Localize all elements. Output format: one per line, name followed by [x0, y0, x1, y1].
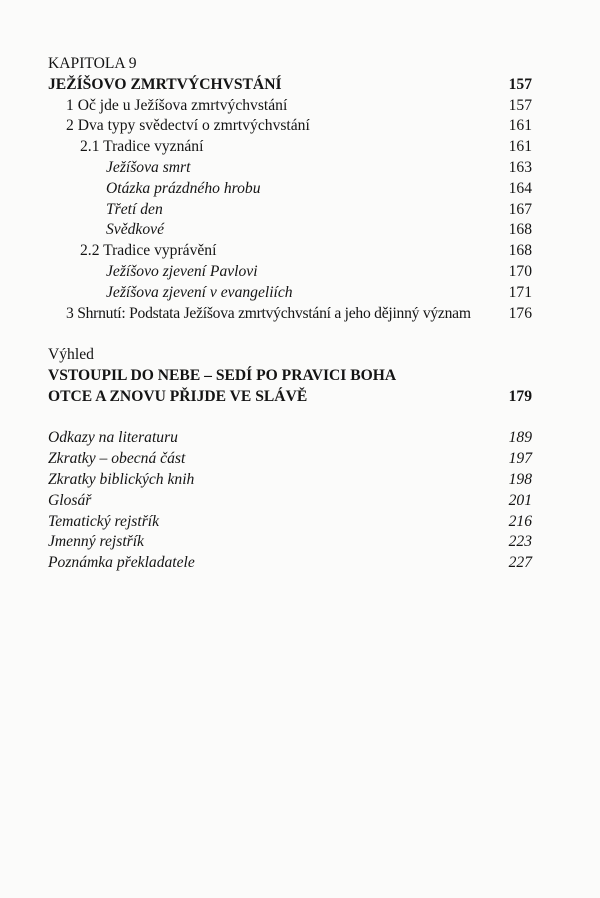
chapter-label: KAPITOLA 9	[48, 55, 137, 72]
entry-title: Tematický rejstřík	[48, 512, 160, 530]
entry-title: Odkazy na literaturu	[48, 429, 178, 447]
outlook-label-row	[48, 345, 532, 366]
outlook-title-row	[48, 366, 532, 387]
appendix-entry	[48, 532, 532, 553]
entry-title: Zkratky biblických knih	[48, 470, 195, 488]
toc-entry	[48, 137, 532, 158]
appendix-entry	[48, 470, 532, 491]
page-number: 163	[508, 158, 532, 176]
page-number: 227	[508, 554, 532, 572]
page-number: 216	[508, 512, 532, 530]
toc-entry	[48, 241, 532, 262]
entry-title: Otázka prázdného hrobu	[106, 179, 261, 197]
toc-entry	[48, 96, 532, 117]
toc-entry	[48, 220, 532, 241]
page-number: 168	[508, 242, 532, 260]
toc-entry	[48, 158, 532, 179]
entry-title: Ježíšova zjevení v evangeliích	[106, 283, 293, 301]
outlook-title-line2: OTCE A ZNOVU PŘIJDE VE SLÁVĚ	[48, 387, 308, 405]
appendix-entry	[48, 428, 532, 449]
outlook-label: Výhled	[48, 346, 94, 364]
page-number: 161	[508, 138, 532, 156]
page-number: 167	[508, 200, 532, 218]
page-number: 168	[508, 221, 532, 239]
page-number: 197	[508, 450, 532, 468]
page-number: 161	[508, 117, 532, 135]
entry-title: Glosář	[48, 491, 92, 509]
page-number: 164	[508, 179, 532, 197]
page-number: 170	[508, 262, 532, 280]
appendix-entry	[48, 553, 532, 574]
toc-entry	[48, 262, 532, 283]
entry-title: 3 Shrnutí: Podstata Ježíšova zmrtvýchvstání a jeho dějinný význam	[66, 304, 471, 322]
toc-entry	[48, 179, 532, 200]
entry-title: Třetí den	[106, 200, 163, 218]
appendix-entry	[48, 512, 532, 533]
chapter-label-row	[48, 54, 532, 75]
appendix-entry	[48, 491, 532, 512]
toc-entry	[48, 304, 532, 325]
entry-title: Jmenný rejstřík	[48, 533, 144, 551]
spacer	[48, 324, 532, 345]
entry-title: 2.1 Tradice vyznání	[80, 138, 204, 156]
page-number: 171	[508, 283, 532, 301]
outlook-title-line1: VSTOUPIL DO NEBE – SEDÍ PO PRAVICI BOHA	[48, 366, 397, 384]
page-number: 189	[508, 429, 532, 447]
chapter-title: JEŽÍŠOVO ZMRTVÝCHVSTÁNÍ	[48, 75, 282, 93]
entry-title: Poznámka překladatele	[48, 554, 195, 572]
page-number: 201	[508, 491, 532, 509]
page-number: 179	[508, 387, 532, 405]
chapter-title-row	[48, 75, 532, 96]
entry-title: Svědkové	[106, 221, 164, 239]
spacer	[48, 408, 532, 429]
toc-entry	[48, 283, 532, 304]
page-number: 176	[508, 304, 532, 322]
toc-entry	[48, 200, 532, 221]
entry-title: 1 Oč jde u Ježíšova zmrtvýchvstání	[66, 96, 288, 114]
appendix-entry	[48, 449, 532, 470]
page-number: 223	[508, 533, 532, 551]
page-number: 157	[508, 96, 532, 114]
entry-title: 2 Dva typy svědectví o zmrtvýchvstání	[66, 117, 310, 135]
entry-title: Ježíšovo zjevení Pavlovi	[106, 262, 258, 280]
table-of-contents	[48, 54, 532, 574]
page-number: 198	[508, 470, 532, 488]
toc-entry	[48, 116, 532, 137]
entry-title: Ježíšova smrt	[106, 158, 191, 176]
outlook-title-row	[48, 387, 532, 408]
entry-title: 2.2 Tradice vyprávění	[80, 242, 217, 260]
page-number: 157	[508, 75, 532, 93]
entry-title: Zkratky – obecná část	[48, 450, 186, 468]
